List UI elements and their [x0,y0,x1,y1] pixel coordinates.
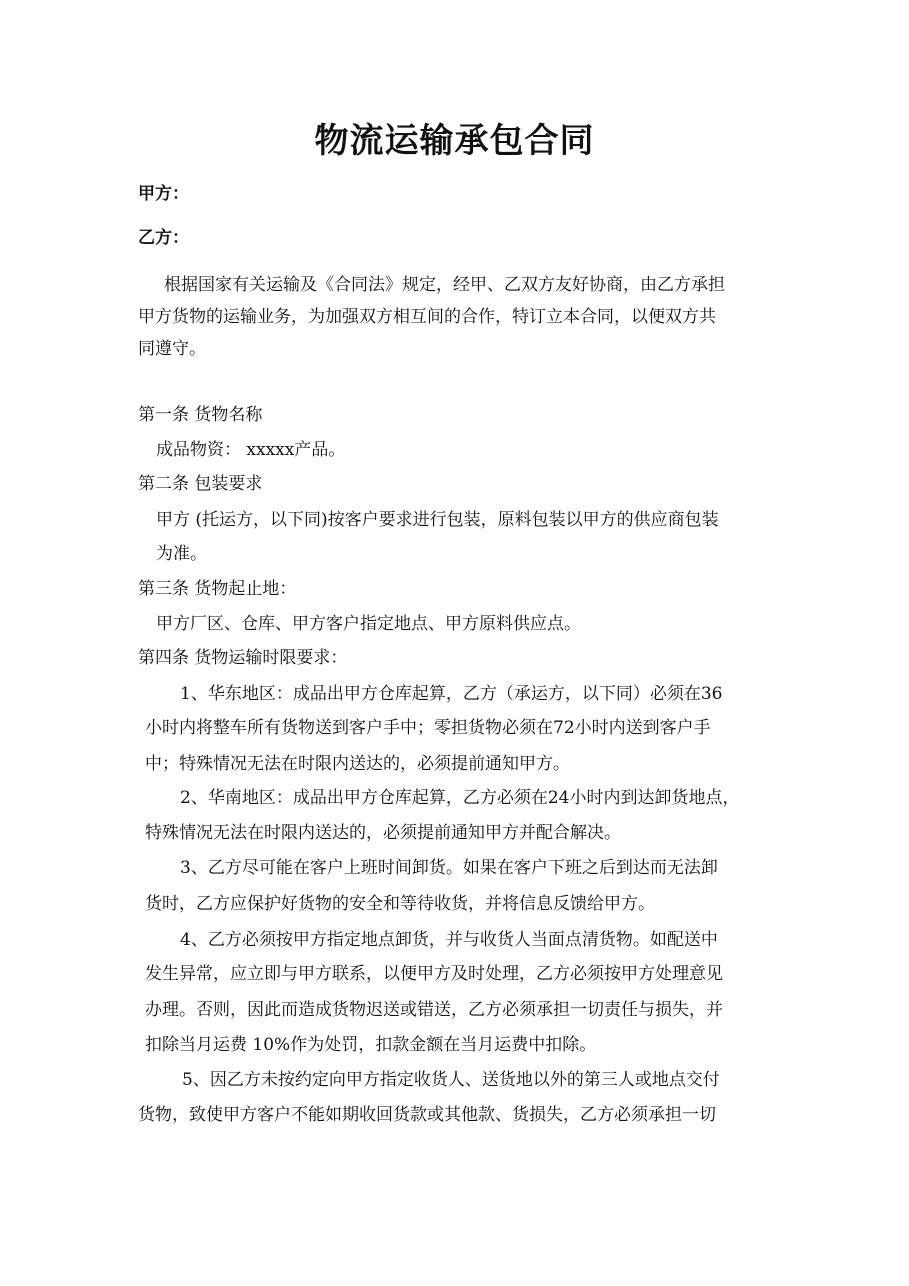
article-1-heading: 第一条 货物名称 [138,405,263,425]
article-4-heading: 第四条 货物运输时限要求： [138,648,348,668]
party-a-label: 甲方： [138,184,189,204]
clause-2-line-2: 特殊情况无法在时限内送达的，必须提前通知甲方并配合解决。 [145,823,621,843]
party-b-label: 乙方： [138,228,189,248]
intro-line-3: 同遵守。 [138,339,206,359]
article-3-heading: 第三条 货物起止地： [138,579,297,599]
clause-3-line-2: 货时，乙方应保护好货物的安全和等待收货，并将信息反馈给甲方。 [145,894,655,914]
article-2-line-1: 甲方 (托运方，以下同)按客户要求进行包装，原料包装以甲方的供应商包装 [156,510,719,530]
article-1-line-1: 成品物资： xxxxx产品。 [156,440,346,460]
clause-4-line-4: 扣除当月运费 10%作为处罚，扣款金额在当月运费中扣除。 [145,1035,597,1055]
clause-4-line-1: 4、乙方必须按甲方指定地点卸货，并与收货人当面点清货物。如配送中 [180,930,718,950]
article-3-line-1: 甲方厂区、仓库、甲方客户指定地点、甲方原料供应点。 [156,614,581,634]
clause-1-line-3: 中；特殊情况无法在时限内送达的，必须提前通知甲方。 [145,754,570,774]
clause-4-line-2: 发生异常，应立即与甲方联系，以便甲方及时处理，乙方必须按甲方处理意见 [145,964,723,984]
clause-1-line-2: 小时内将整车所有货物送到客户手中；零担货物必须在72小时内送到客户手 [145,718,711,738]
clause-1-line-1: 1、华东地区：成品出甲方仓库起算，乙方（承运方，以下同）必须在36 [180,684,723,704]
article-2-line-2: 为准。 [156,544,207,564]
article-2-heading: 第二条 包装要求 [138,474,263,494]
clause-5-line-1: 5、因乙方未按约定向甲方指定收货人、送货地以外的第三人或地点交付 [182,1070,720,1090]
intro-line-2: 甲方货物的运输业务，为加强双方相互间的合作，特订立本合同，以便双方共 [138,307,716,327]
document-title: 物流运输承包合同 [314,121,595,161]
clause-4-line-3: 办理。否则，因此而造成货物迟送或错送，乙方必须承担一切责任与损失，并 [145,1000,723,1020]
clause-2-line-1: 2、华南地区：成品出甲方仓库起算，乙方必须在24小时内到达卸货地点， [180,788,740,808]
clause-5-line-2: 货物，致使甲方客户不能如期收回货款或其他款、货损失，乙方必须承担一切 [138,1105,716,1125]
clause-3-line-1: 3、乙方尽可能在客户上班时间卸货。如果在客户下班之后到达而无法卸 [180,858,718,878]
intro-line-1: 根据国家有关运输及《合同法》规定，经甲、乙双方友好协商，由乙方承担 [164,275,725,295]
